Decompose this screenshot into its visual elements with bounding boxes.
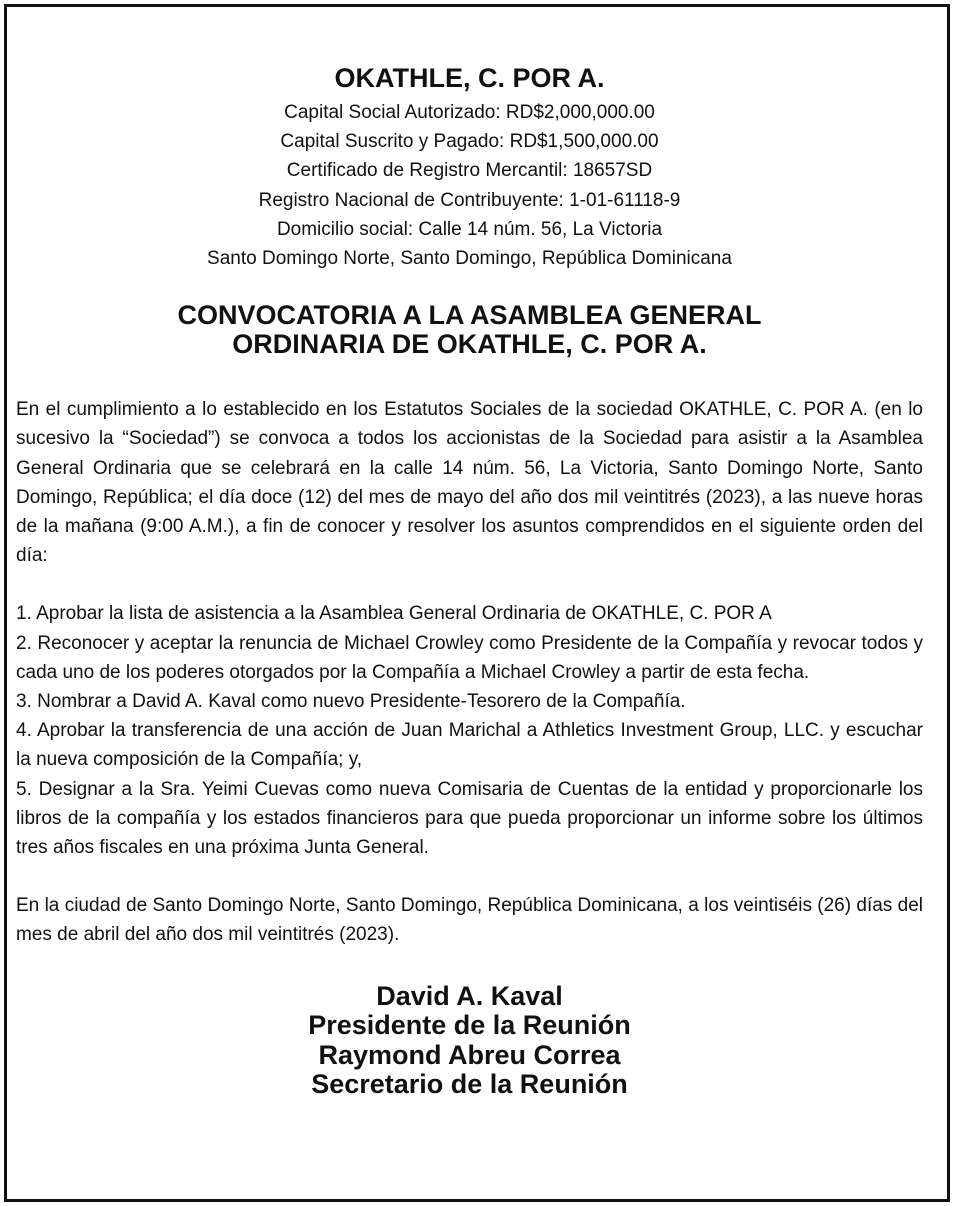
agenda-list bbox=[16, 599, 923, 862]
intro-paragraph: En el cumplimiento a lo establecido en los Estatutos Sociales de la sociedad OKATHLE, C. POR A. (en lo sucesivo la “Sociedad”) se convoca a todos los accionistas de la Sociedad para asistir a la Asamblea General Ordinaria que se celebrará en la calle 14 núm. 56, La Victoria, Santo Domingo Norte, Santo Domingo, República; el día doce (12) del mes de mayo del año dos mil veintitrés (2023), a las nueve horas de la mañana (9:00 A.M.), a fin de conocer y resolver los asuntos comprendidos en el siguiente orden del día: bbox=[16, 399, 923, 567]
legal-notice bbox=[16, 62, 923, 1100]
taxpayer-registry: Registro Nacional de Contribuyente: 1-01-61118-9 bbox=[258, 189, 681, 211]
agenda-item: 5. Designar a la Sra. Yeimi Cuevas como nueva Comisaria de Cuentas de la entidad y proporcionarle los libros de la compañía y los estados financieros para que pueda proporcionar un informe sobre los últimos tres años fiscales en una próxima Junta General. bbox=[16, 778, 923, 859]
signatory-role-2: Secretario de la Reunión bbox=[311, 1069, 628, 1100]
subscribed-capital: Capital Suscrito y Pagado: RD$1,500,000.00 bbox=[280, 131, 659, 153]
authorized-capital: Capital Social Autorizado: RD$2,000,000.00 bbox=[284, 102, 655, 123]
mercantile-registry: Certificado de Registro Mercantil: 18657SD bbox=[286, 160, 653, 182]
signatory-name-2: Raymond Abreu Correa bbox=[318, 1039, 621, 1070]
registered-address: Domicilio social: Calle 14 núm. 56, La Victoria bbox=[276, 218, 663, 240]
convocatoria-title bbox=[16, 301, 923, 359]
signatory-role-1: Presidente de la Reunión bbox=[308, 1010, 631, 1041]
convocatoria-title-line1: CONVOCATORIA A LA ASAMBLEA GENERAL bbox=[177, 300, 762, 331]
signature-block bbox=[16, 982, 923, 1100]
agenda-item: 4. Aprobar la transferencia de una acción de Juan Marichal a Athletics Investment Group, LLC. y escuchar la nueva composición de la Compañía; y, bbox=[16, 720, 923, 771]
agenda-item: 3. Nombrar a David A. Kaval como nuevo Presidente-Tesorero de la Compañía. bbox=[16, 691, 686, 713]
registered-city: Santo Domingo Norte, Santo Domingo, República Dominicana bbox=[207, 248, 732, 270]
agenda-item: 1. Aprobar la lista de asistencia a la Asamblea General Ordinaria de OKATHLE, C. POR A bbox=[16, 603, 772, 625]
convocatoria-title-line2: ORDINARIA DE OKATHLE, C. POR A. bbox=[232, 329, 707, 360]
company-header bbox=[16, 62, 923, 273]
signatory-name-1: David A. Kaval bbox=[376, 980, 563, 1011]
closing-paragraph: En la ciudad de Santo Domingo Norte, Santo Domingo, República Dominicana, a los veintiséis (26) días del mes de abril del año dos mil veintitrés (2023). bbox=[16, 895, 923, 946]
agenda-item: 2. Reconocer y aceptar la renuncia de Michael Crowley como Presidente de la Compañía y revocar todos y cada uno de los poderes otorgados por la Compañía a Michael Crowley a partir de esta fecha. bbox=[16, 632, 923, 683]
company-name: OKATHLE, C. POR A. bbox=[334, 63, 605, 93]
